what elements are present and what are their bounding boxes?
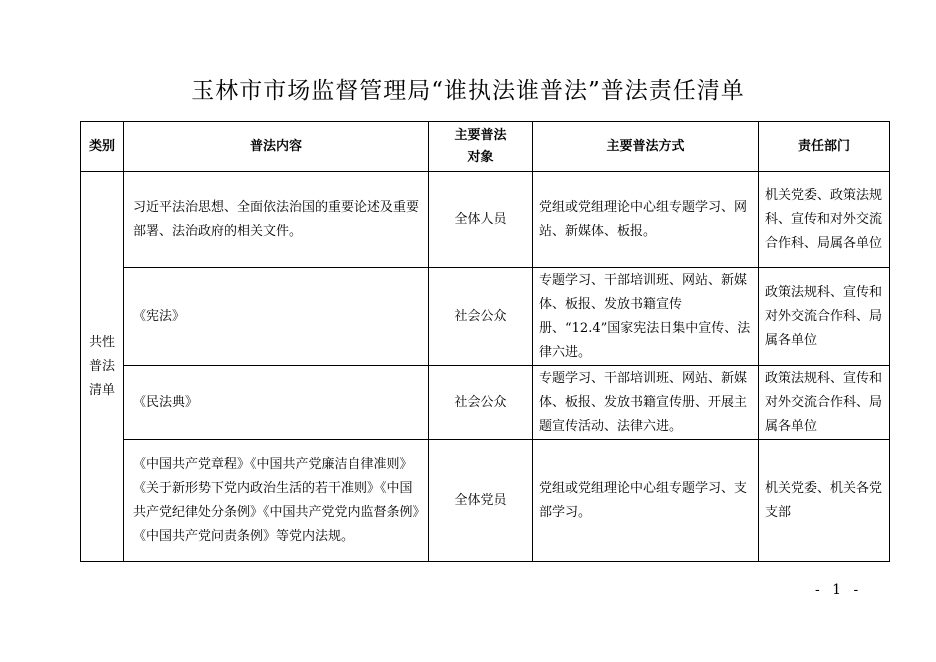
method-cell: 专题学习、干部培训班、网站、新媒体、板报、发放书籍宣传册、开展主题宣传活动、法律六进。 (533, 366, 759, 440)
content-cell: 《中国共产党章程》《中国共产党廉洁自律准则》《关于新形势下党内政治生活的若干准则》《中国共产党纪律处分条例》《中国共产党党内监督条例》《中国共产党问责条例》等党内法规。 (124, 440, 429, 562)
method-cell: 党组或党组理论中心组专题学习、网站、新媒体、板报。 (533, 172, 759, 268)
header-category: 类别 (81, 122, 124, 172)
table-row (81, 268, 890, 366)
table-row (81, 172, 890, 268)
page-number: - 1 - (815, 582, 863, 598)
responsibility-table (80, 121, 890, 562)
dept-cell: 机关党委、政策法规科、宣传和对外交流合作科、局属各单位 (759, 172, 890, 268)
content-cell: 习近平法治思想、全面依法治国的重要论述及重要部署、法治政府的相关文件。 (124, 172, 429, 268)
method-cell: 党组或党组理论中心组专题学习、支部学习。 (533, 440, 759, 562)
dept-cell: 政策法规科、宣传和对外交流合作科、局属各单位 (759, 366, 890, 440)
header-target (429, 122, 533, 172)
table-row (81, 366, 890, 440)
target-cell: 社会公众 (429, 268, 533, 366)
target-cell: 社会公众 (429, 366, 533, 440)
content-cell: 《宪法》 (124, 268, 429, 366)
method-cell: 专题学习、干部培训班、网站、新媒体、板报、发放书籍宣传册、“12.4”国家宪法日集中宣传、法律六进。 (533, 268, 759, 366)
target-cell: 全体党员 (429, 440, 533, 562)
content-cell: 《民法典》 (124, 366, 429, 440)
header-method: 主要普法方式 (533, 122, 759, 172)
header-target-text: 主要普法对象 (454, 127, 507, 165)
target-cell: 全体人员 (429, 172, 533, 268)
header-content: 普法内容 (124, 122, 429, 172)
category-cell (81, 172, 124, 562)
category-label: 共性普法清单 (88, 334, 115, 398)
document-title: 玉林市市场监督管理局“谁执法谁普法”普法责任清单 (191, 78, 745, 104)
dept-cell: 政策法规科、宣传和对外交流合作科、局属各单位 (759, 268, 890, 366)
table-header-row (81, 122, 890, 172)
dept-cell: 机关党委、机关各党支部 (759, 440, 890, 562)
header-dept: 责任部门 (759, 122, 890, 172)
table-row (81, 440, 890, 562)
